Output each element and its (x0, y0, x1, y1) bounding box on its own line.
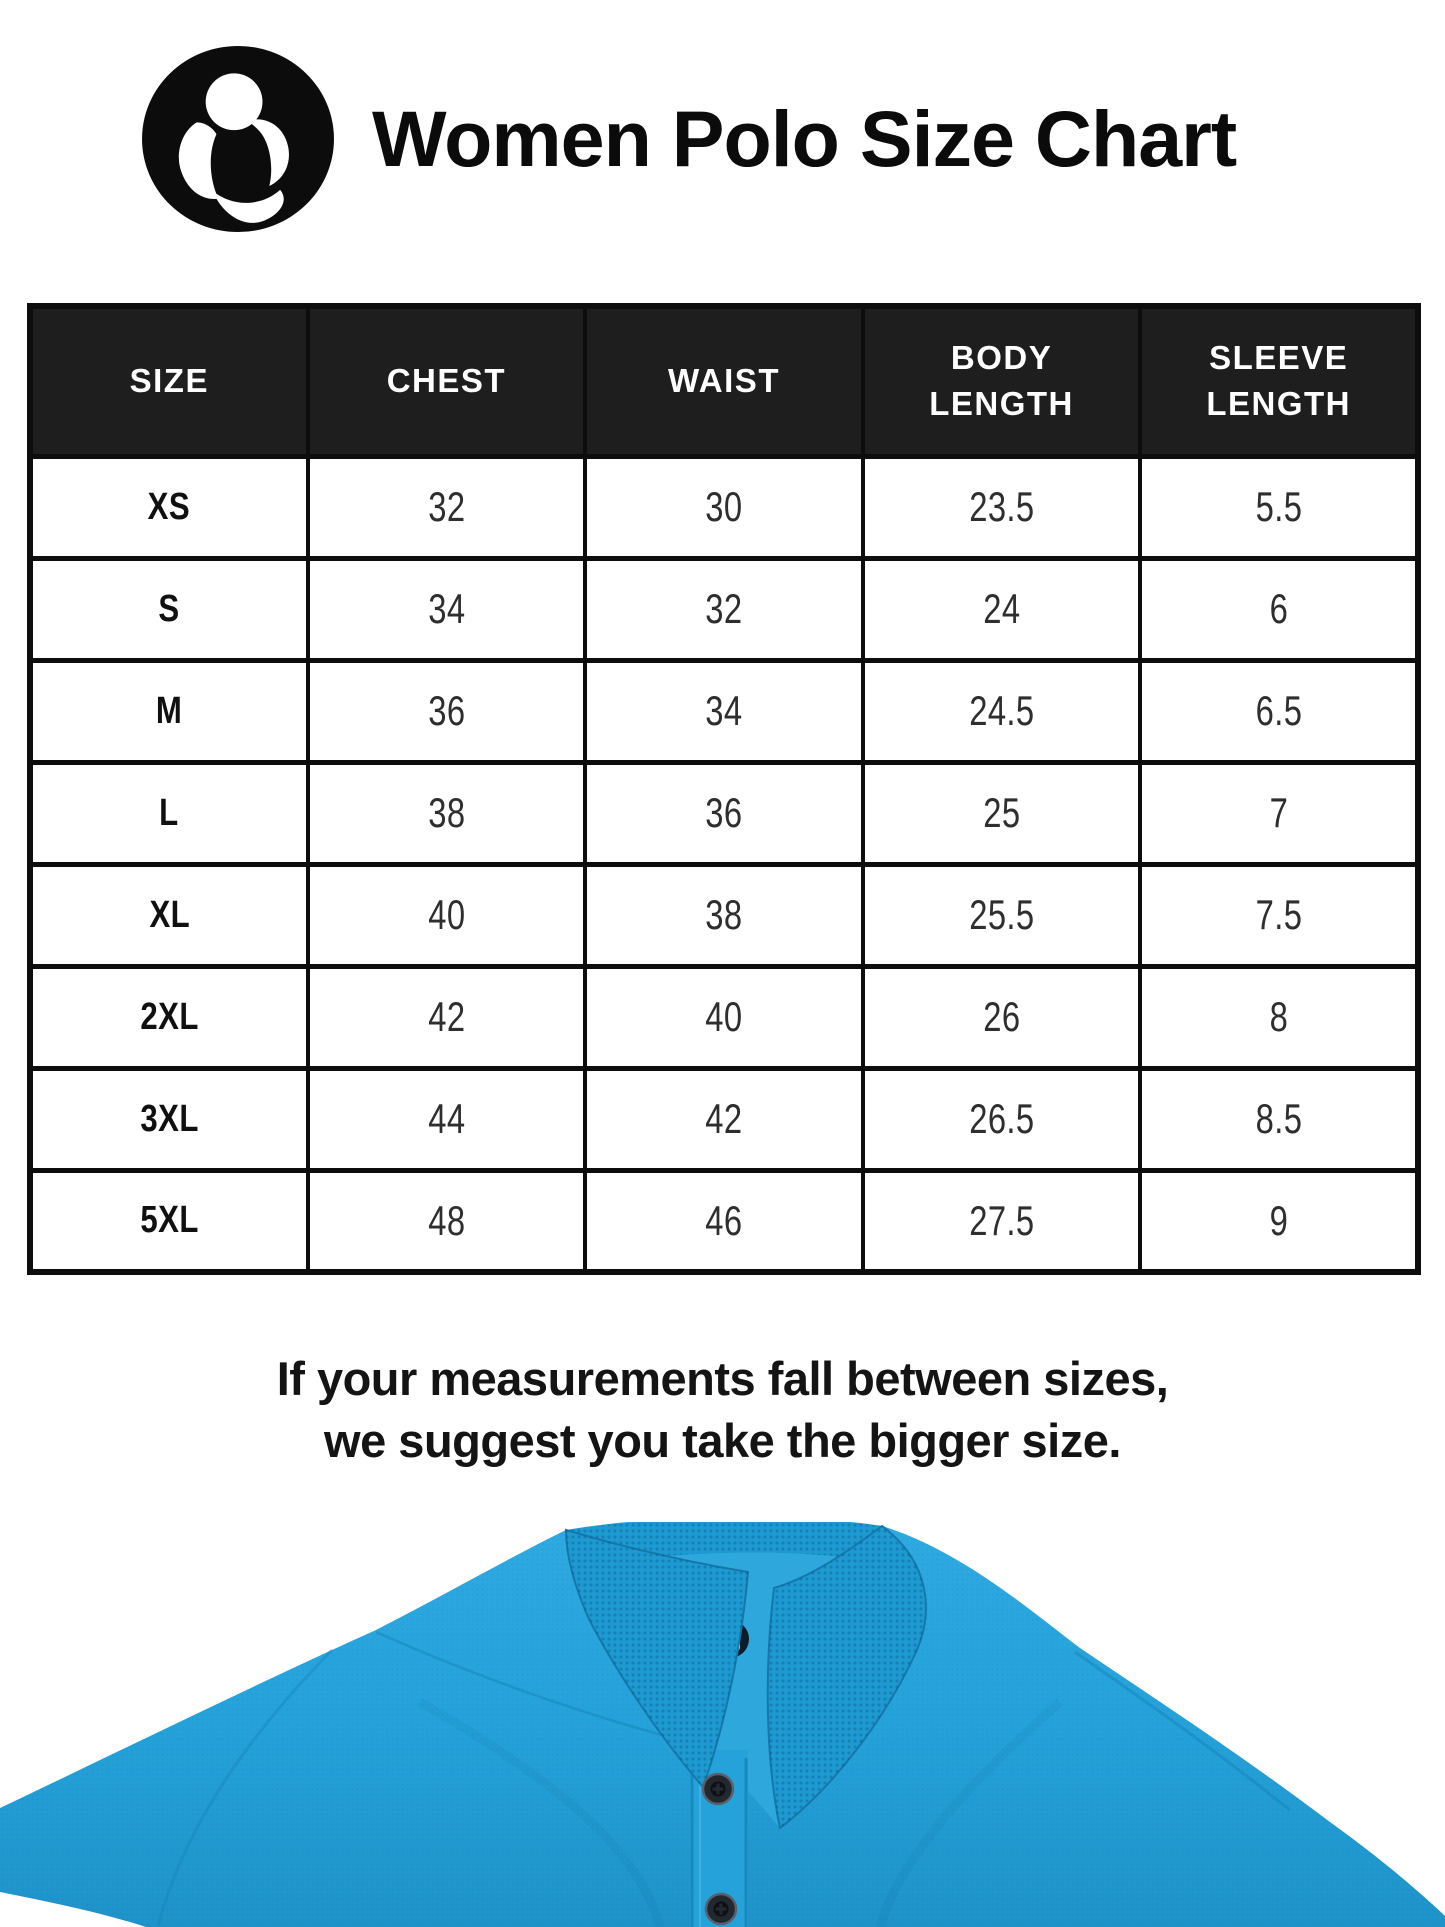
measurement-cell (1140, 966, 1418, 1068)
table-header (30, 306, 1418, 456)
sleeve-length-value: 7 (1269, 789, 1288, 836)
waist-value: 36 (705, 789, 743, 836)
table-body (30, 456, 1418, 1272)
measurement-cell (585, 864, 863, 966)
measurement-cell (1140, 1068, 1418, 1170)
size-chart-table-wrap (27, 303, 1421, 1275)
polo-shirt-image (0, 1522, 1445, 1927)
size-cell (30, 558, 308, 660)
size-cell (30, 864, 308, 966)
size-label: L (159, 791, 180, 834)
measurement-cell (1140, 864, 1418, 966)
sizing-note-line2: we suggest you take the bigger size. (324, 1414, 1121, 1468)
chest-value: 48 (427, 1196, 466, 1244)
chest-value: 36 (427, 687, 466, 734)
table-row-5xl (30, 1170, 1418, 1272)
column-header-waist: WAIST (585, 306, 863, 456)
waist-value: 32 (705, 585, 743, 632)
size-label: M (156, 689, 183, 732)
measurement-cell (585, 966, 863, 1068)
measurement-cell (308, 456, 586, 558)
measurement-cell (308, 762, 586, 864)
table-row-s (30, 558, 1418, 660)
waist-value: 38 (705, 891, 743, 938)
column-header-size: SIZE (30, 306, 308, 456)
table-row-2xl (30, 966, 1418, 1068)
measurement-cell (863, 558, 1141, 660)
measurement-cell (1140, 660, 1418, 762)
measurement-cell (1140, 558, 1418, 660)
size-label: 2XL (140, 995, 199, 1038)
column-header-chest: CHEST (308, 306, 586, 456)
measurement-cell (308, 558, 586, 660)
body-length-value: 26.5 (968, 1095, 1035, 1142)
body-length-value: 25.5 (968, 891, 1035, 938)
sleeve-length-value: 6.5 (1255, 687, 1303, 734)
sleeve-length-value: 7.5 (1255, 891, 1303, 938)
chest-value: 34 (427, 585, 466, 632)
body-length-value: 23.5 (968, 483, 1035, 530)
measurement-cell (308, 966, 586, 1068)
size-cell (30, 1170, 308, 1272)
size-cell (30, 966, 308, 1068)
measurement-cell (585, 1170, 863, 1272)
table-row-l (30, 762, 1418, 864)
size-label: S (158, 587, 180, 630)
page-title: Women Polo Size Chart (372, 94, 1237, 183)
waist-value: 34 (705, 687, 743, 734)
column-header-sleeve-length: SLEEVE LENGTH (1140, 306, 1418, 456)
measurement-cell (585, 660, 863, 762)
body-length-value: 24 (982, 585, 1021, 632)
size-chart-table (27, 303, 1421, 1275)
measurement-cell (863, 966, 1141, 1068)
chest-value: 42 (427, 993, 466, 1040)
measurement-cell (308, 1068, 586, 1170)
body-length-value: 27.5 (968, 1196, 1035, 1244)
waist-value: 30 (705, 483, 743, 530)
chest-value: 38 (427, 789, 466, 836)
body-length-value: 26 (982, 993, 1021, 1040)
table-row-m (30, 660, 1418, 762)
brand-header (140, 44, 1236, 234)
table-row-xl (30, 864, 1418, 966)
size-label: XL (148, 893, 190, 936)
waist-value: 42 (705, 1095, 743, 1142)
measurement-cell (1140, 1170, 1418, 1272)
measurement-cell (585, 762, 863, 864)
measurement-cell (863, 660, 1141, 762)
measurement-cell (863, 762, 1141, 864)
sleeve-length-value: 8 (1269, 993, 1288, 1040)
placket-button-bottom (706, 1894, 736, 1924)
measurement-cell (308, 1170, 586, 1272)
measurement-cell (585, 456, 863, 558)
size-cell (30, 456, 308, 558)
body-length-value: 24.5 (968, 687, 1035, 734)
chest-value: 32 (427, 483, 466, 530)
brand-logo-icon (140, 44, 336, 234)
measurement-cell (1140, 762, 1418, 864)
chest-value: 40 (427, 891, 466, 938)
size-cell (30, 1068, 308, 1170)
size-cell (30, 762, 308, 864)
sleeve-length-value: 8.5 (1255, 1095, 1303, 1142)
sizing-note (0, 1348, 1445, 1472)
chest-value: 44 (427, 1095, 466, 1142)
size-cell (30, 660, 308, 762)
table-row-3xl (30, 1068, 1418, 1170)
body-length-value: 25 (982, 789, 1021, 836)
sleeve-length-value: 5.5 (1255, 483, 1303, 530)
waist-value: 40 (705, 993, 743, 1040)
table-row-xs (30, 456, 1418, 558)
measurement-cell (1140, 456, 1418, 558)
size-label: 3XL (140, 1097, 199, 1140)
measurement-cell (863, 456, 1141, 558)
measurement-cell (585, 1068, 863, 1170)
header-row (30, 306, 1418, 456)
sleeve-length-value: 6 (1269, 585, 1288, 632)
size-label: 5XL (140, 1199, 199, 1242)
column-header-body-length: BODY LENGTH (863, 306, 1141, 456)
sleeve-length-value: 9 (1269, 1196, 1288, 1244)
measurement-cell (308, 864, 586, 966)
placket-button-top (703, 1774, 733, 1804)
sizing-note-line1: If your measurements fall between sizes, (276, 1352, 1169, 1405)
waist-value: 46 (705, 1196, 743, 1244)
measurement-cell (863, 1170, 1141, 1272)
measurement-cell (863, 864, 1141, 966)
size-label: XS (148, 485, 191, 528)
measurement-cell (863, 1068, 1141, 1170)
measurement-cell (585, 558, 863, 660)
measurement-cell (308, 660, 586, 762)
